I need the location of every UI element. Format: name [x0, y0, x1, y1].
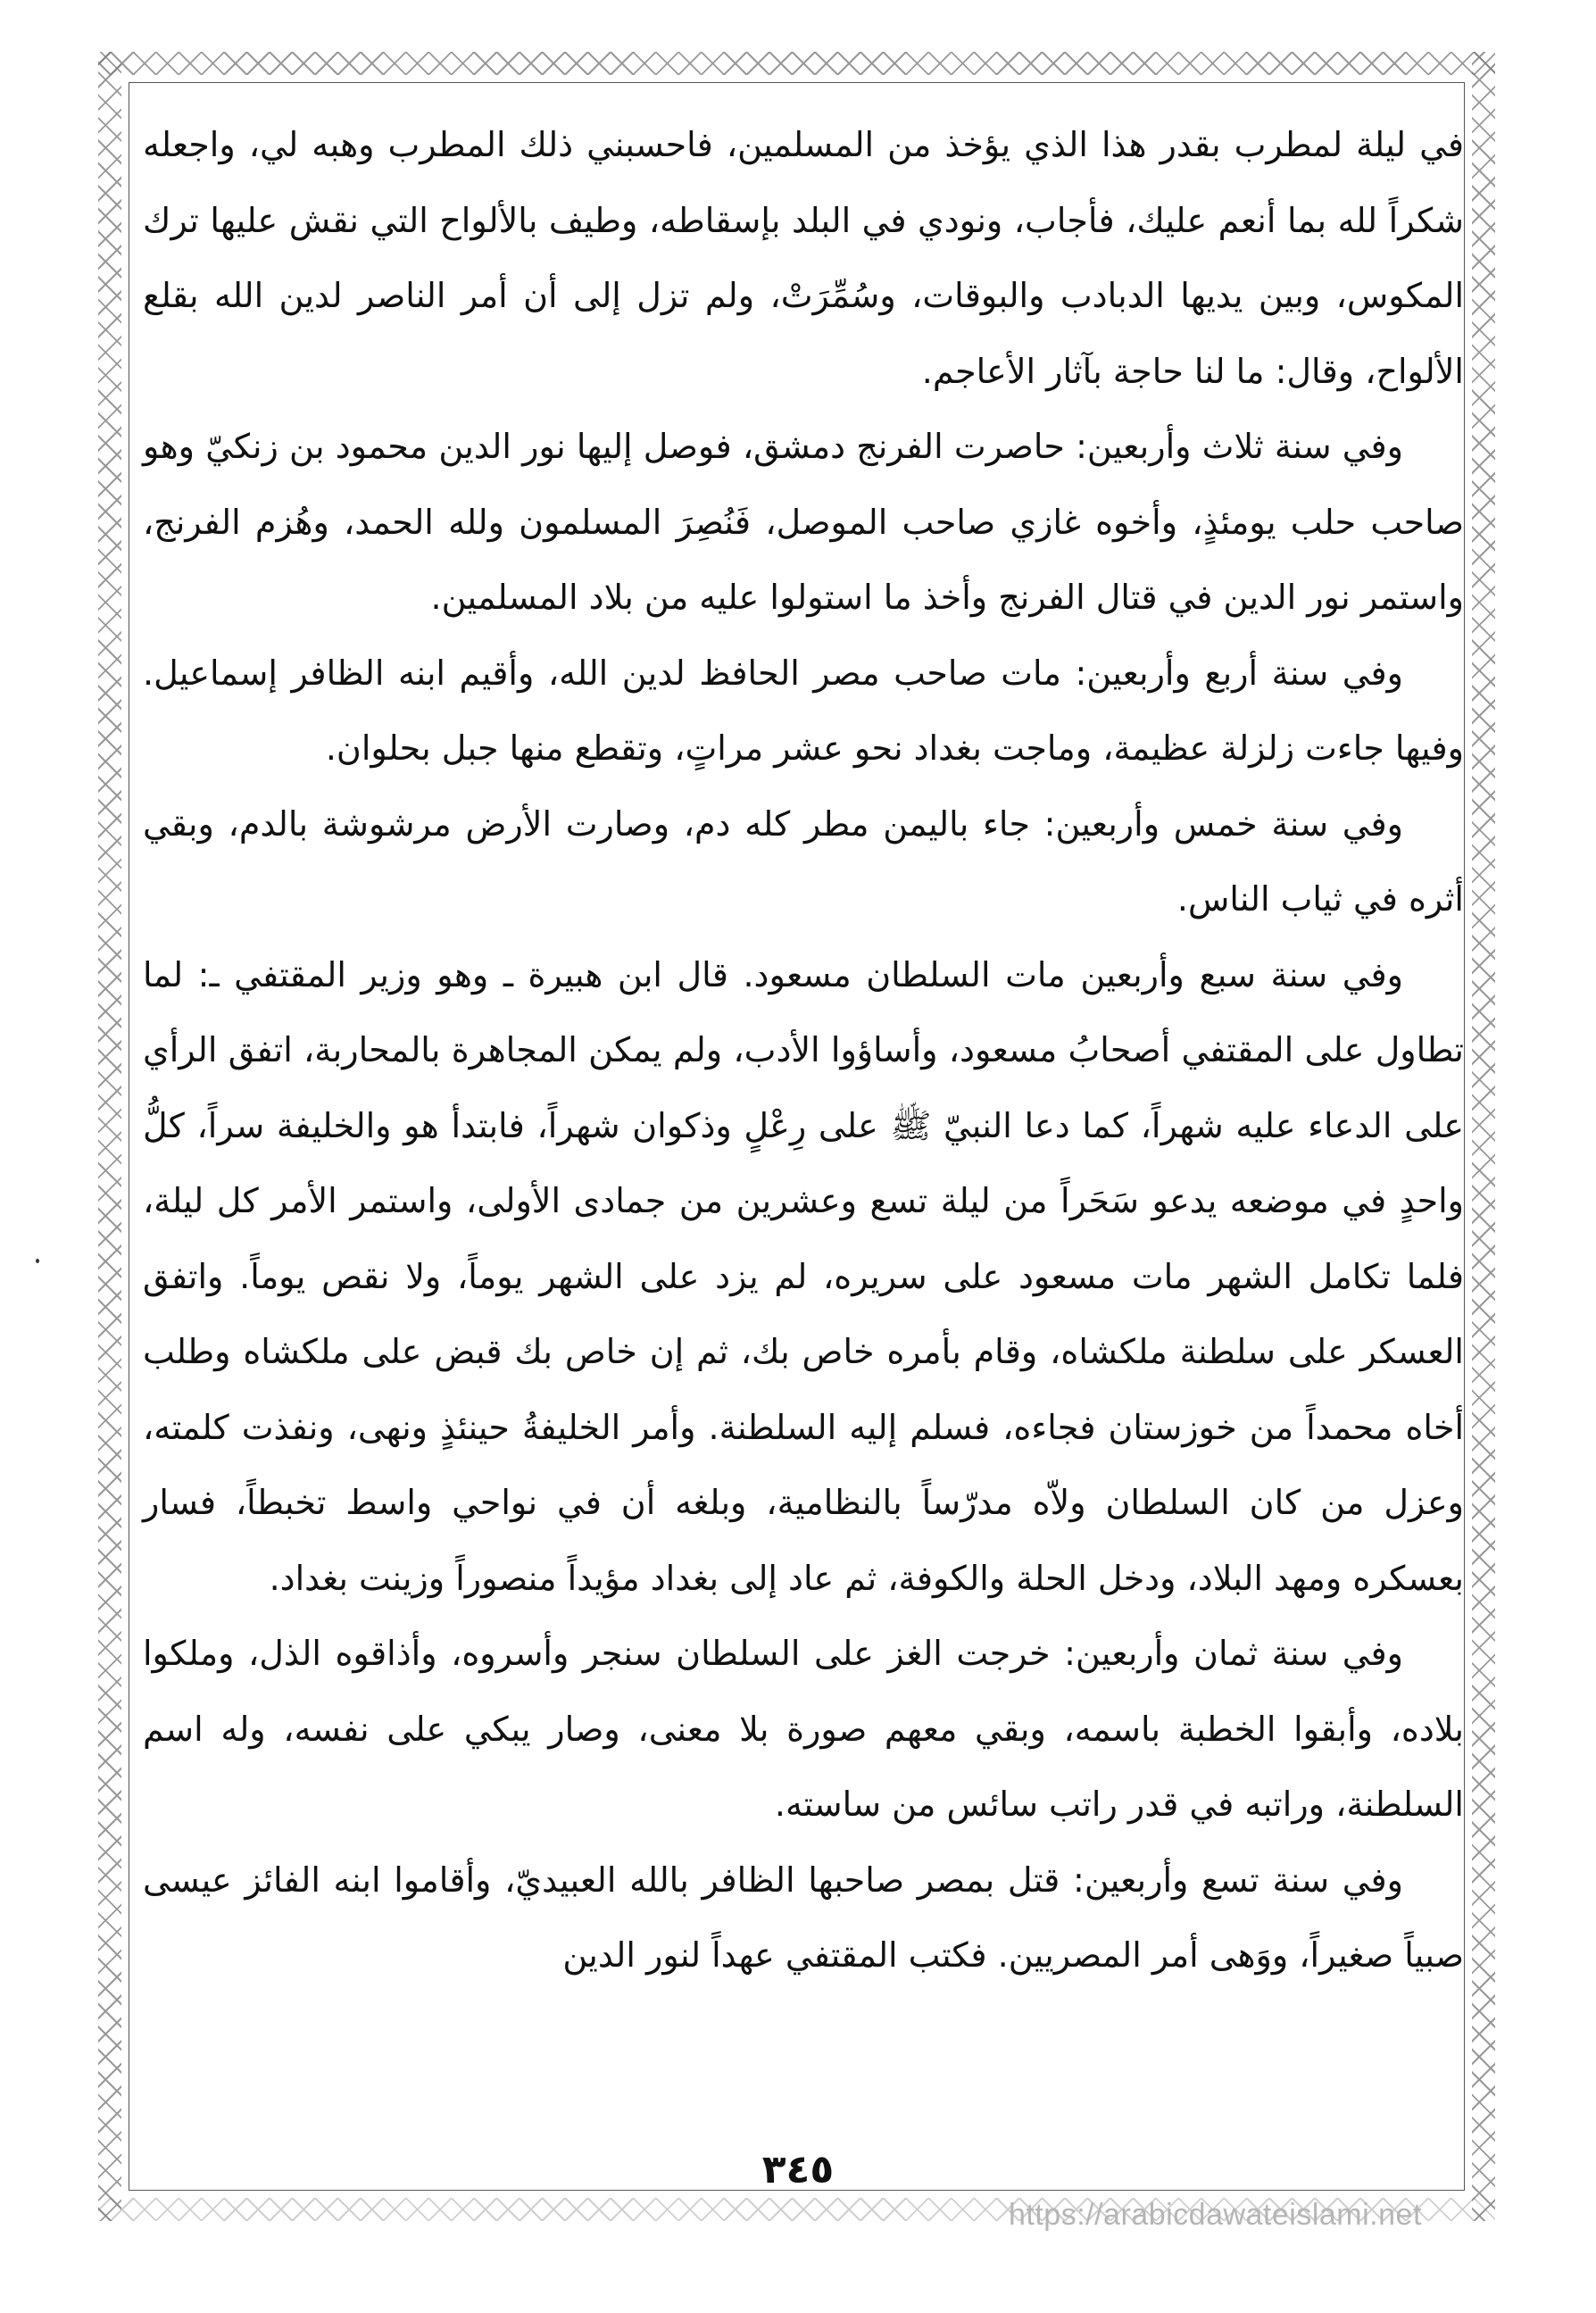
scan-speck: [36, 1259, 39, 1263]
paragraph-year-549: وفي سنة تسع وأربعين: قتل بمصر صاحبها الظافر بالله العبيديّ، وأقاموا ابنه الفائز عيسى صبياً صغيراً، ووَهى أمر المصريين. فكتب المقتفي عهداً لنور الدين: [143, 1860, 1464, 1975]
ornamental-border-left: [98, 52, 121, 2221]
paragraph-year-547: وفي سنة سبع وأربعين مات السلطان مسعود. قال ابن هبيرة ـ وهو وزير المقتفي ـ: لما تطاول على المقتفي أصحابُ مسعود، وأساؤوا الأدب، ولم يمكن المجاهرة بالمحاربة، اتفق الرأي على الدعاء عليه شهراً، كما دعا النبيّ ﷺ على رِعْلٍ وذكوان شهراً، فابتدأ هو والخليفة سراً، كلُّ واحدٍ في موضعه يدعو سَحَراً من ليلة تسع وعشرين من جمادى الأولى، واستمر الأمر كل ليلة، فلما تكامل الشهر مات مسعود على سريره، لم يزد على الشهر يوماً، ولا نقص يوماً. واتفق العسكر على سلطنة ملكشاه، وقام بأمره خاص بك، ثم إن خاص بك قبض على ملكشاه وطلب أخاه محمداً من خوزستان فجاءه، فسلم إليه السلطنة. وأمر الخليفةُ حينئذٍ ونهى، ونفذت كلمته، وعزل من كان السلطان ولاّه مدرّساً بالنظامية، وبلغه أن في نواحي واسط تخبطاً، فسار بعسكره ومهد البلاد، ودخل الحلة والكوفة، ثم عاد إلى بغداد مؤيداً منصوراً وزينت بغداد.: [143, 954, 1464, 1598]
ornamental-border-right: [1472, 52, 1495, 2221]
ornamental-border-top: [98, 52, 1495, 75]
paragraph-year-545: وفي سنة خمس وأربعين: جاء باليمن مطر كله دم، وصارت الأرض مرشوشة بالدم، وبقي أثره في ثياب الناس.: [143, 803, 1464, 919]
paragraph-year-548: وفي سنة ثمان وأربعين: خرجت الغز على السلطان سنجر وأسروه، وأذاقوه الذل، وملكوا بلاده، وأبقوا الخطبة باسمه، وبقي معهم صورة بلا معنى، وصار يبكي على نفسه، وله اسم السلطنة، وراتبه في قدر راتب سائس من ساسته.: [143, 1634, 1464, 1824]
body-text: [143, 107, 1464, 1993]
paragraph-continuation: في ليلة لمطرب بقدر هذا الذي يؤخذ من المسلمين، فاحسبني ذلك المطرب وهبه لي، واجعله شكراً لله بما أنعم عليك، فأجاب، ونودي في البلد بإسقاطه، وطيف بالألواح التي نقش عليها ترك المكوس، وبين يديها الدبادب والبوقات، وسُمِّرَتْ، ولم تزل إلى أن أمر الناصر لدين الله بقلع الألواح، وقال: ما لنا حاجة بآثار الأعاجم.: [143, 125, 1464, 391]
page-number: ٣٤٥: [761, 2147, 835, 2192]
watermark-url: https://arabicdawateislami.net: [1009, 2198, 1422, 2232]
paragraph-year-544: وفي سنة أربع وأربعين: مات صاحب مصر الحافظ لدين الله، وأقيم ابنه الظافر إسماعيل. وفيها جاءت زلزلة عظيمة، وماجت بغداد نحو عشر مراتٍ، وتقطع منها جبل بحلوان.: [143, 653, 1464, 768]
paragraph-year-543: وفي سنة ثلاث وأربعين: حاصرت الفرنج دمشق، فوصل إليها نور الدين محمود بن زنكيّ وهو صاحب حلب يومئذٍ، وأخوه غازي صاحب الموصل، فَنُصِرَ المسلمون ولله الحمد، وهُزم الفرنج، واستمر نور الدين في قتال الفرنج وأخذ ما استولوا عليه من بلاد المسلمين.: [143, 427, 1464, 617]
